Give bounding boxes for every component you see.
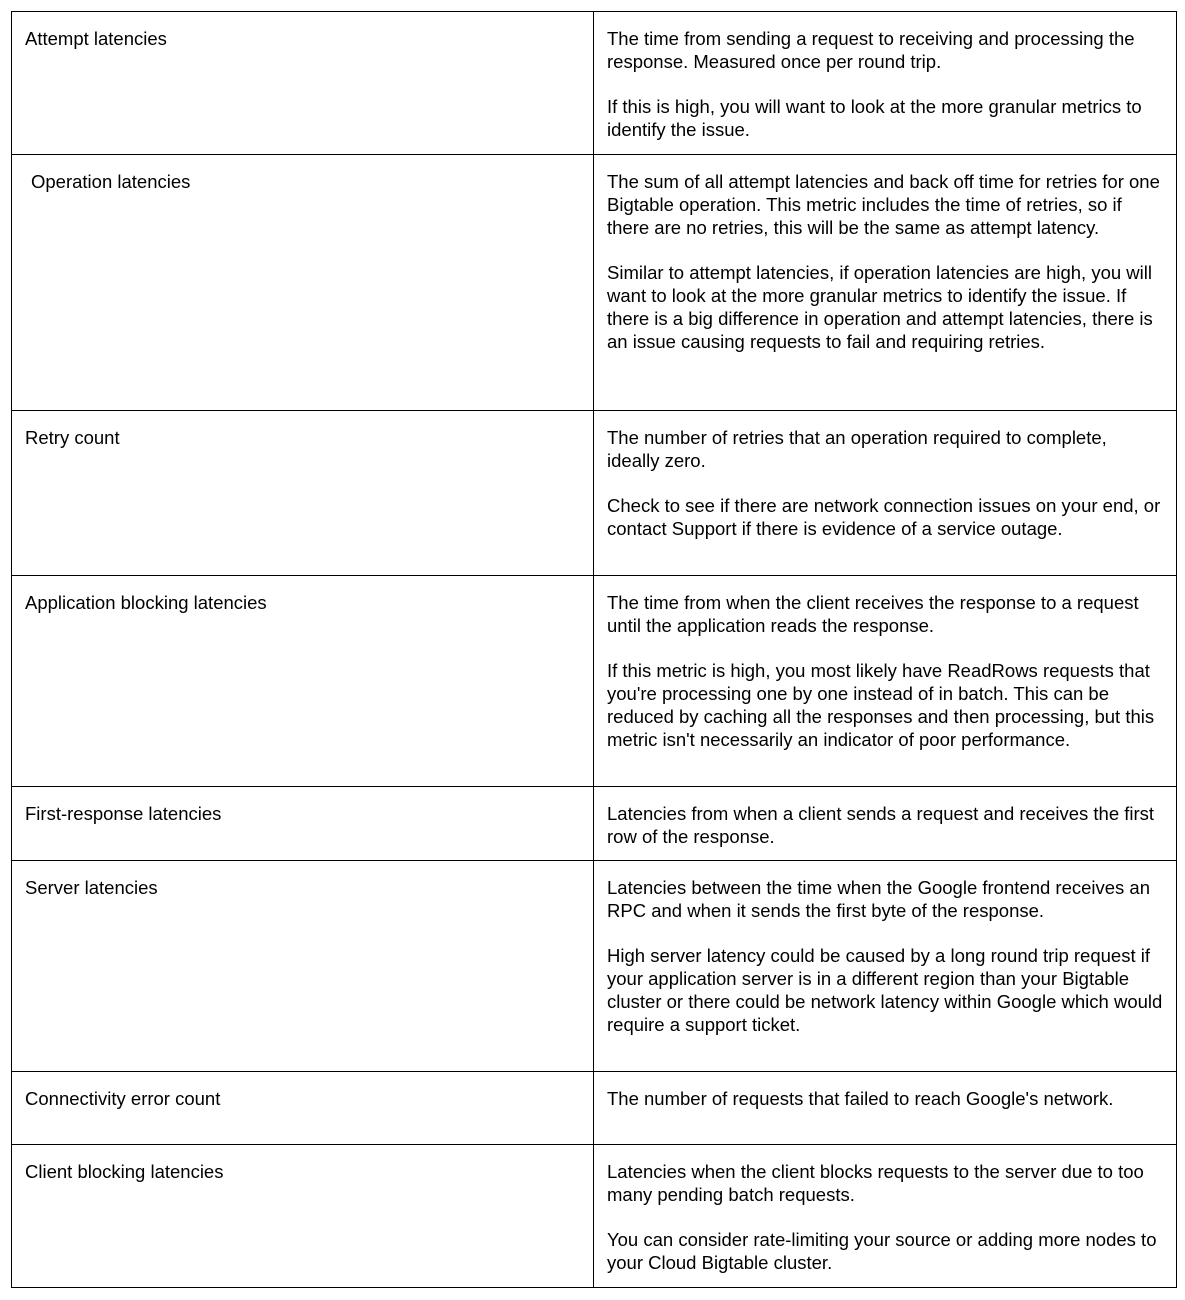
metric-name: Client blocking latencies [25, 1161, 224, 1182]
table-row [12, 155, 1177, 411]
metric-name-cell [12, 12, 594, 155]
metric-description-cell [594, 576, 1177, 787]
metric-name-cell [12, 155, 594, 411]
description-paragraph: If this is high, you will want to look at the more granular metrics to identify the issue. [607, 96, 1142, 140]
description-paragraph: Check to see if there are network connection issues on your end, or contact Support if there is evidence of a service outage. [607, 495, 1161, 539]
description-paragraph: The number of requests that failed to reach Google's network. [607, 1088, 1114, 1109]
metric-description-cell [594, 155, 1177, 411]
metric-name: Server latencies [25, 877, 158, 898]
metrics-table [11, 11, 1177, 1288]
description-paragraph: Latencies between the time when the Google frontend receives an RPC and when it sends the first byte of the response. [607, 877, 1151, 921]
description-paragraph: You can consider rate-limiting your source or adding more nodes to your Cloud Bigtable cluster. [607, 1229, 1157, 1273]
metric-name-cell [12, 411, 594, 576]
metric-description-cell [594, 1145, 1177, 1288]
table-row [12, 411, 1177, 576]
description-paragraph: The time from sending a request to receiving and processing the response. Measured once per round trip. [607, 28, 1135, 72]
table-row [12, 787, 1177, 861]
metric-name: Attempt latencies [25, 28, 167, 49]
metric-description-cell [594, 411, 1177, 576]
metric-description-cell [594, 1072, 1177, 1145]
metric-description-cell [594, 861, 1177, 1072]
description-paragraph: The sum of all attempt latencies and back off time for retries for one Bigtable operation. This metric includes the time of retries, so if there are no retries, this will be the same as attempt latency. [607, 171, 1160, 238]
metric-description-cell [594, 787, 1177, 861]
table-row [12, 1072, 1177, 1145]
metric-name: Operation latencies [31, 171, 191, 192]
description-paragraph: The time from when the client receives the response to a request until the application reads the response. [607, 592, 1139, 636]
description-paragraph: Latencies when the client blocks requests to the server due to too many pending batch requests. [607, 1161, 1144, 1205]
metric-name-cell [12, 576, 594, 787]
table-row [12, 576, 1177, 787]
metric-name-cell [12, 1072, 594, 1145]
metric-name: Application blocking latencies [25, 592, 267, 613]
table-row [12, 1145, 1177, 1288]
metric-name-cell [12, 1145, 594, 1288]
description-paragraph: High server latency could be caused by a long round trip request if your application server is in a different region than your Bigtable cluster or there could be network latency within Google which would require a support ticket. [607, 945, 1163, 1035]
description-paragraph: The number of retries that an operation required to complete, ideally zero. [607, 427, 1107, 471]
description-paragraph: Similar to attempt latencies, if operation latencies are high, you will want to look at the more granular metrics to identify the issue. If there is a big difference in operation and attempt latencies, there is an issue causing requests to fail and requiring retries. [607, 262, 1153, 352]
table-row [12, 12, 1177, 155]
metric-name: Retry count [25, 427, 120, 448]
table-row [12, 861, 1177, 1072]
description-paragraph: Latencies from when a client sends a request and receives the first row of the response. [607, 803, 1155, 847]
metric-name: Connectivity error count [25, 1088, 221, 1109]
metric-name-cell [12, 787, 594, 861]
metric-name-cell [12, 861, 594, 1072]
metric-name: First-response latencies [25, 803, 222, 824]
metric-description-cell [594, 12, 1177, 155]
description-paragraph: If this metric is high, you most likely have ReadRows requests that you're processing one by one instead of in batch. This can be reduced by caching all the responses and then processing, but this metric isn't necessarily an indicator of poor performance. [607, 660, 1155, 750]
